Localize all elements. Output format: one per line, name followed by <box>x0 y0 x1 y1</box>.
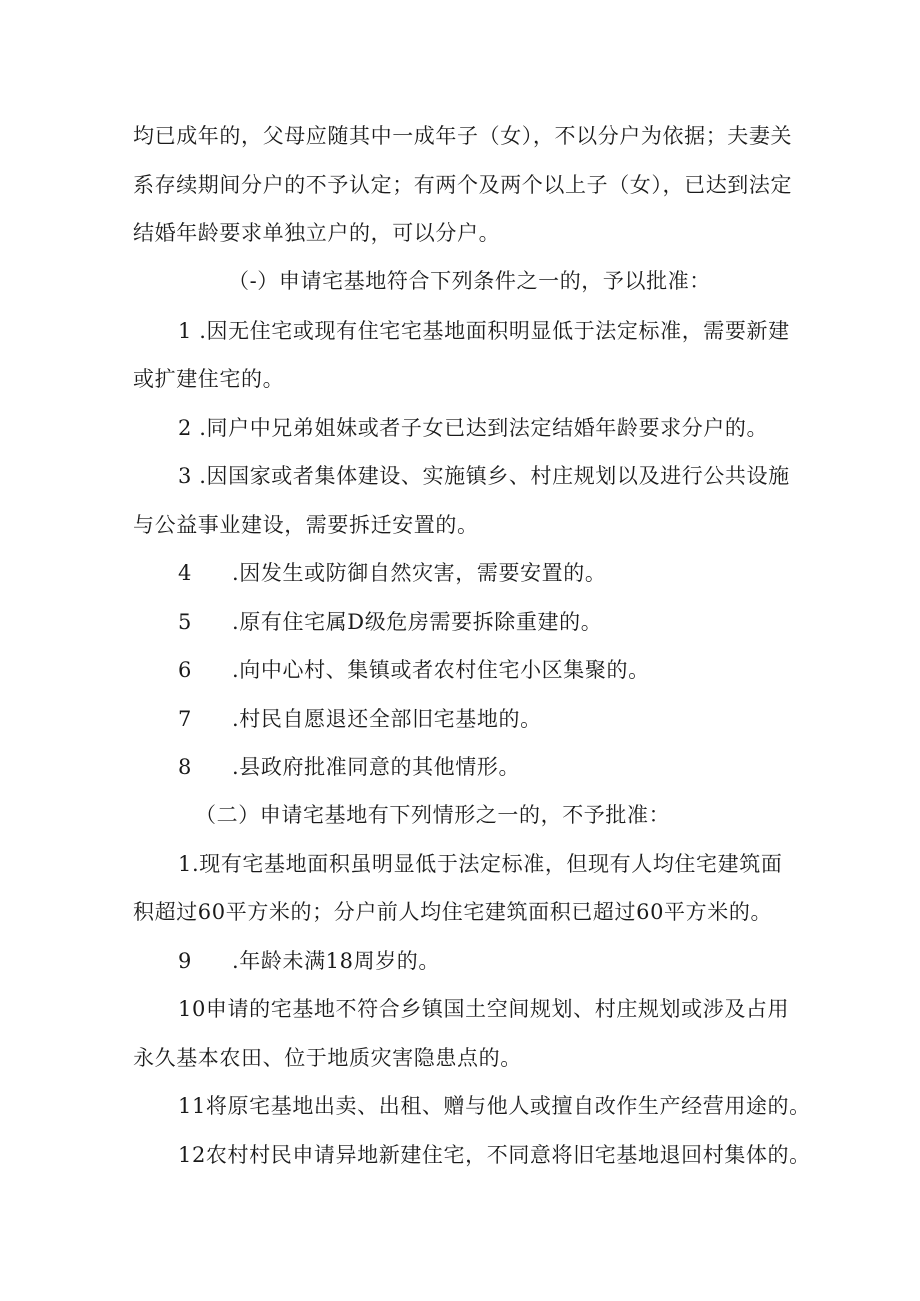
list-item-6 <box>178 655 838 685</box>
paragraph-line: 均已成年的，父母应随其中一成年子（女），不以分户为依据；夫妻关 <box>133 124 793 148</box>
list-number: 6 <box>178 658 192 682</box>
list-item-4 <box>178 558 838 588</box>
list-item-2: 2 .同户中兄弟姐妹或者子女已达到法定结婚年龄要求分户的。 <box>178 416 769 440</box>
list-item-1: 1 .因无住宅或现有住宅宅基地面积明显低于法定标准，需要新建 <box>178 319 790 343</box>
paragraph-line: 与公益事业建设，需要拆迁安置的。 <box>133 513 479 537</box>
paragraph-line: 结婚年龄要求单独立户的，可以分户。 <box>133 221 501 245</box>
paragraph-line: 系存续期间分户的不予认定；有两个及两个以上子（女），已达到法定 <box>133 173 793 197</box>
list-text: .年龄未满18周岁的。 <box>232 949 440 973</box>
list-number: 5 <box>178 610 192 634</box>
paragraph-line: 或扩建住宅的。 <box>133 367 285 391</box>
paragraph-line: 永久基本农田、位于地质灾害隐患点的。 <box>133 1046 522 1070</box>
paragraph-line: 积超过60平方米的；分户前人均住宅建筑面积已超过60平方米的。 <box>133 900 773 924</box>
list-item-3: 3 .因国家或者集体建设、实施镇乡、村庄规划以及进行公共设施 <box>178 464 790 488</box>
section-heading-reject: （二）申请宅基地有下列情形之一的，不予批准： <box>195 803 671 827</box>
list-text: .因发生或防御自然灾害，需要安置的。 <box>232 561 607 585</box>
list-number: 8 <box>178 755 192 779</box>
reject-item-9 <box>178 946 838 976</box>
list-number: 9 <box>178 949 192 973</box>
list-text: .县政府批准同意的其他情形。 <box>232 755 521 779</box>
section-heading-approve: （-）申请宅基地符合下列条件之一的，予以批准： <box>228 269 711 293</box>
reject-item-12: 12农村村民申请异地新建住宅，不同意将旧宅基地退回村集体的。 <box>178 1143 811 1167</box>
list-text: .向中心村、集镇或者农村住宅小区集聚的。 <box>232 658 650 682</box>
list-item-8 <box>178 752 838 782</box>
list-item-5 <box>178 607 838 637</box>
reject-item-11: 11将原宅基地出卖、出租、赠与他人或擅自改作生产经营用途的。 <box>178 1094 811 1118</box>
reject-item-10: 10申请的宅基地不符合乡镇国土空间规划、村庄规划或涉及占用 <box>178 997 790 1021</box>
list-number: 7 <box>178 707 192 731</box>
list-number: 4 <box>178 561 192 585</box>
list-item-7 <box>178 704 838 734</box>
reject-item-1: 1.现有宅基地面积虽明显低于法定标准，但现有人均住宅建筑面 <box>178 852 783 876</box>
list-text: .原有住宅属D级危房需要拆除重建的。 <box>232 610 603 634</box>
list-text: .村民自愿退还全部旧宅基地的。 <box>232 707 542 731</box>
